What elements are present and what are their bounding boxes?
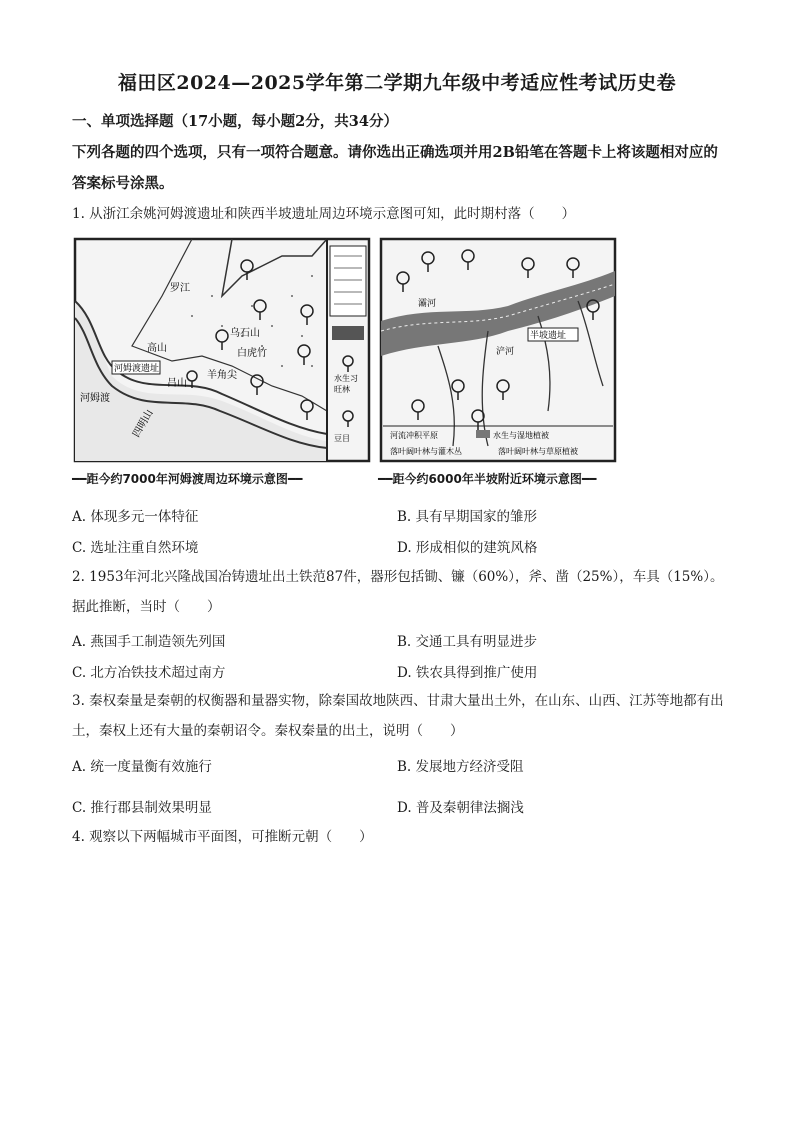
q2-option-a: A. 燕国手工制造领先列国: [72, 634, 226, 650]
map-right-caption: ━━距今约6000年半坡附近环境示意图━━: [378, 472, 597, 486]
legend-1: 水生习: [334, 374, 358, 383]
q2-option-c: C. 北方冶铁技术超过南方: [72, 665, 226, 681]
q1-option-a: A. 体现多元一体特征: [72, 509, 199, 525]
q3-option-c: C. 推行郡县制效果明显: [72, 800, 212, 816]
label-mt2: 白虎竹: [237, 348, 267, 359]
legend-1: 河流冲积平原: [390, 431, 438, 440]
instructions: 下列各题的四个选项，只有一项符合题意。请你选出正确选项并用2B铅笔在答题卡上将该题相对应的答案标号涂黑。: [72, 144, 718, 192]
legend-3: 落叶阔叶林与灌木丛: [390, 447, 462, 456]
legend-4: 落叶阔叶林与草原植被: [498, 447, 578, 456]
hemudu-map: [72, 236, 372, 470]
q3-option-a: A. 统一度量衡有效施行: [72, 759, 212, 775]
label-river: 河姆渡: [80, 393, 110, 404]
label-place1: 灞河: [418, 299, 437, 309]
q1-option-b: B. 具有早期国家的雏形: [397, 509, 538, 525]
label-jiang: 罗江: [170, 283, 190, 294]
legend-3: 豆目: [334, 434, 350, 443]
label-hill3: 四明山: [131, 407, 156, 440]
question-3-stem: 3. 秦权秦量是秦朝的权衡器和量器实物，除秦国故地陕西、甘肃大量出土外，在山东、山西、江苏等地都有出土，秦权上还有大量的秦朝诏令。秦权秦量的出土，说明（ ）: [72, 693, 724, 739]
page-title: 福田区2024—2025学年第二学期九年级中考适应性考试历史卷: [117, 72, 677, 94]
q2-option-b: B. 交通工具有明显进步: [397, 634, 538, 650]
label-site: 半坡遗址: [530, 331, 567, 341]
q2-option-d: D. 铁农具得到推广使用: [397, 665, 538, 681]
question-2-stem: 2. 1953年河北兴隆战国冶铸遗址出土铁范87件，器形包括锄、镰（60%），斧、凿（25%），车具（15%）。据此推断，当时（ ）: [72, 569, 724, 615]
question-1-stem: 1. 从浙江余姚河姆渡遗址和陕西半坡遗址周边环境示意图可知，此时期村落（ ）: [72, 206, 576, 222]
section-heading: 一、单项选择题（17小题，每小题2分，共34分）: [72, 113, 398, 130]
q3-option-b: B. 发展地方经济受阻: [397, 759, 524, 775]
q1-option-d: D. 形成相似的建筑风格: [397, 540, 538, 556]
label-site: 河姆渡遗址: [114, 364, 160, 374]
label-hill2: 吕山: [167, 378, 187, 389]
legend-2: 水生与湿地植被: [493, 431, 549, 440]
legend-2: 旺林: [334, 385, 350, 394]
banpo-map: [378, 236, 618, 470]
label-hill1: 高山: [147, 343, 167, 354]
label-place2: 浐河: [496, 347, 515, 357]
q1-option-c: C. 选址注重自然环境: [72, 540, 199, 556]
map-left-caption: ━━距今约7000年河姆渡周边环境示意图━━: [72, 472, 303, 486]
label-mt1: 乌石山: [230, 328, 260, 339]
q3-option-d: D. 普及秦朝律法搁浅: [397, 800, 524, 816]
label-yang: 羊角尖: [207, 370, 237, 381]
question-4-stem: 4. 观察以下两幅城市平面图，可推断元朝（ ）: [72, 829, 373, 845]
